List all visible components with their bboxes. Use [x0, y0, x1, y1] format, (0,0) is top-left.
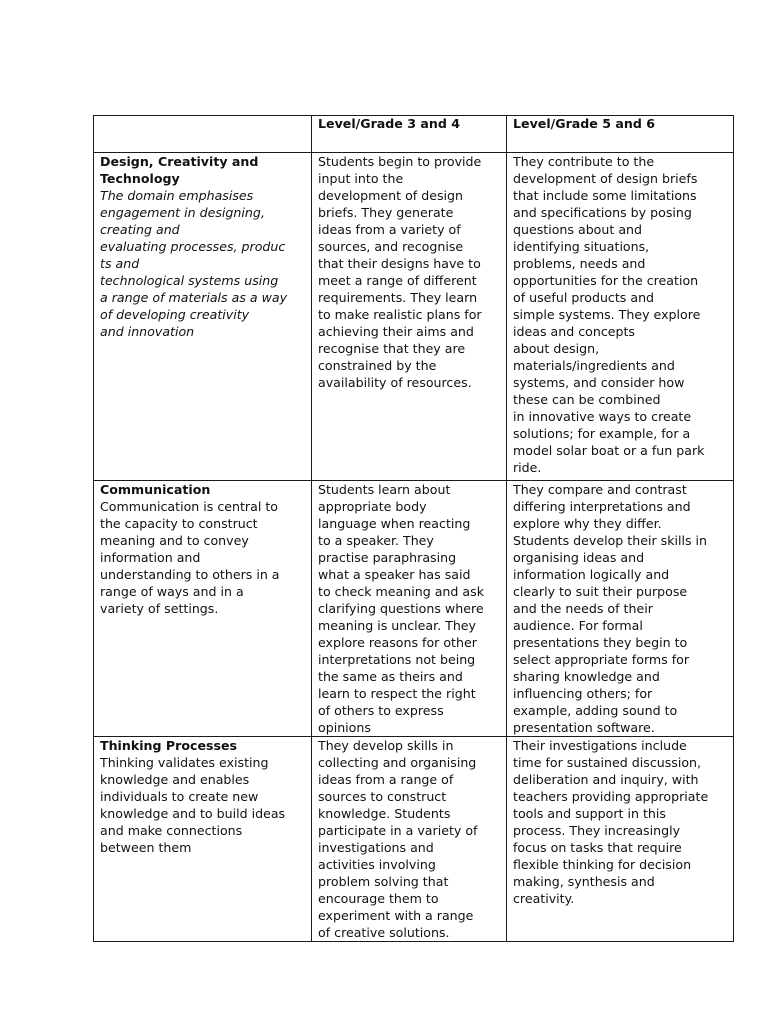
- level-3-4-text: They develop skills in collecting and organising ideas from a range of sources to construct knowledge. Students participate in a variety of investigations and activities involving problem solving that encourage them to experiment with a range of creative solutions.: [318, 738, 478, 940]
- domain-title: Communication: [100, 482, 211, 497]
- domain-description: Thinking validates existing knowledge and enables individuals to create new knowledge and to build ideas and make connections between them: [100, 755, 286, 855]
- table-row: [94, 481, 734, 737]
- level-3-4-text: Students begin to provide input into the development of design briefs. They generate ideas from a variety of sources, and recognise that their designs have to meet a range of different requirements. They learn to make realistic plans for achieving their aims and recognise that they are constrained by the availability of resources.: [318, 154, 482, 390]
- level-5-6-text: They contribute to the development of design briefs that include some limitations and specifications by posing questions about and identifying situations, problems, needs and opportunities for the creation of useful products and simple systems. They explore ideas and concepts about design, materials/ingredients and systems, and consider how these can be combined in innovative ways to create solutions; for example, for a model solar boat or a fun park ride.: [513, 154, 705, 475]
- domain-description: The domain emphasises engagement in designing, creating and evaluating processes, produc ts and technological systems using a range of materials as a way of developing creativity and innovation: [100, 188, 288, 339]
- level-5-6-text: They compare and contrast differing interpretations and explore why they differ. Students develop their skills in organising ideas and information logically and clearly to suit their purpose and the needs of their audience. For formal presentations they begin to select appropriate forms for sharing knowledge and influencing others; for example, adding sound to presentation software.: [513, 482, 708, 735]
- header-cell-level-5-6: [507, 116, 734, 153]
- table-row: [94, 737, 734, 942]
- table-row: [94, 153, 734, 481]
- level-5-6-cell: [507, 737, 734, 942]
- domain-description: Communication is central to the capacity to construct meaning and to convey information and understanding to others in a range of ways and in a variety of settings.: [100, 499, 280, 616]
- header-cell-domain: [94, 116, 312, 153]
- domain-title: Thinking Processes: [100, 738, 238, 753]
- level-3-4-cell: [312, 153, 507, 481]
- level-3-4-cell: [312, 481, 507, 737]
- domain-cell-design: [94, 153, 312, 481]
- level-5-6-cell: [507, 153, 734, 481]
- domain-cell-thinking: [94, 737, 312, 942]
- level-3-4-cell: [312, 737, 507, 942]
- curriculum-table: [93, 115, 734, 942]
- level-5-6-cell: [507, 481, 734, 737]
- table-header-row: [94, 116, 734, 153]
- header-cell-level-3-4: [312, 116, 507, 153]
- header-level-5-6: Level/Grade 5 and 6: [513, 116, 655, 131]
- level-5-6-text: Their investigations include time for sustained discussion, deliberation and inquiry, with teachers providing appropriate tools and support in this process. They increasingly focus on tasks that require flexible thinking for decision making, synthesis and creativity.: [513, 738, 709, 906]
- domain-title: Design, Creativity and Technology: [100, 154, 259, 186]
- header-level-3-4: Level/Grade 3 and 4: [318, 116, 460, 131]
- level-3-4-text: Students learn about appropriate body language when reacting to a speaker. They practise paraphrasing what a speaker has said to check meaning and ask clarifying questions where meaning is unclear. They explore reasons for other interpretations not being the same as theirs and learn to respect the right of others to express opinions: [318, 482, 484, 735]
- domain-cell-communication: [94, 481, 312, 737]
